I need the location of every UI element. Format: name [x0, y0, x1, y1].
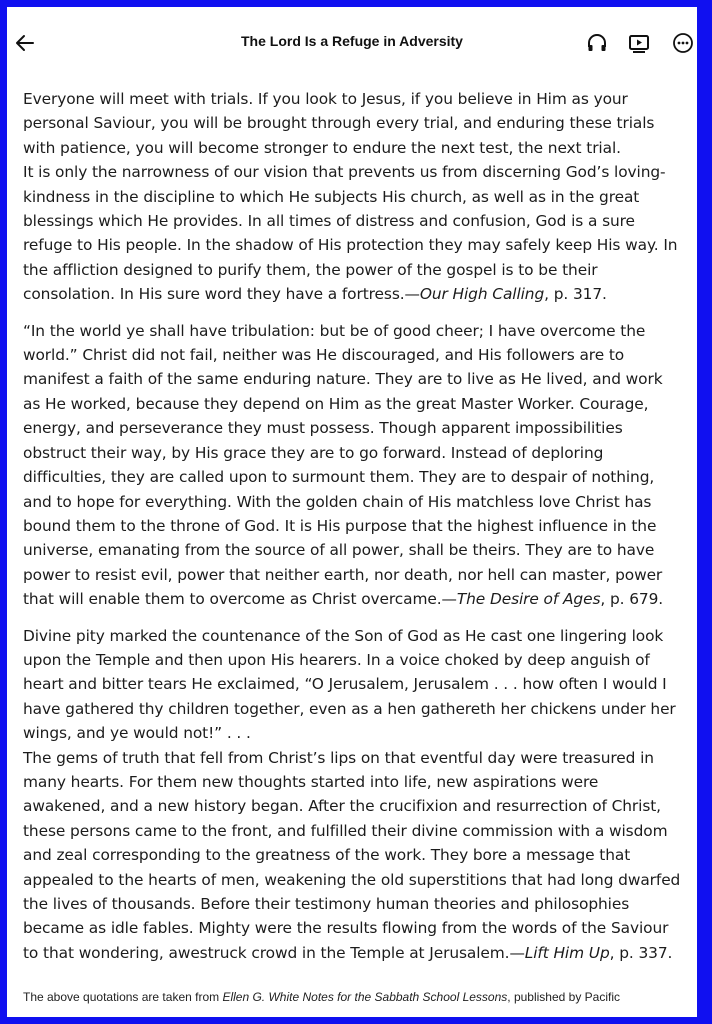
text-line: Everyone will meet with trials. If you look to Jesus, if you believe in Him as your personal Saviour, you will be brought through every trial, and enduring these trials with patience, you will become stronger to endure the next test, the next trial. [23, 90, 655, 157]
page-reference: , p. 317. [544, 285, 607, 304]
more-icon[interactable] [671, 31, 695, 55]
page-reference: , p. 679. [600, 590, 664, 609]
headphones-icon[interactable] [585, 31, 609, 55]
source-title: The Desire of Ages [456, 590, 601, 609]
app-window [7, 7, 697, 1017]
page-title: The Lord Is a Refuge in Adversity [241, 33, 463, 49]
top-bar [7, 7, 697, 73]
paragraph [23, 624, 681, 966]
text-line: It is only the narrowness of our vision that prevents us from discerning God’s loving-kindness in the discipline to which He subjects His church, as well as in the great blessings which He provides. In all times of distress and confusion, God is a sure refuge to His people. In the shadow of His protection they may safely keep His way. In the affliction designed to purify them, the power of the gospel is to be their consolation. In His sure word they have a fortress.— [23, 163, 678, 304]
paragraph [23, 87, 681, 307]
text-line: The gems of truth that fell from Christ’s lips on that eventful day were treasured in many hearts. For them new thoughts started into life, new aspirations were awakened, and a new history began. After the crucifixion and resurrection of Christ, these persons came to the front, and fulfilled their divine commission with a wisdom and zeal corresponding to the greatness of the work. They bore a message that appealed to the hearts of men, weakening the old superstitions that had long dwarfed the lives of thousands. Before their testimony human theories and philosophies became as idle fables. Mighty were the results flowing from the words of the Saviour to that wondering, awestruck crowd in the Temple at Jerusalem.— [23, 748, 681, 962]
footnote-source: Ellen G. White Notes for the Sabbath School Lessons [222, 990, 508, 1004]
footnote: The above quotations are taken from Ellen G. White Notes for the Sabbath School Lessons, published by Pacific [23, 990, 621, 1004]
video-play-icon[interactable] [627, 31, 651, 55]
text-line: Divine pity marked the countenance of the Son of God as He cast one lingering look upon the Temple and then upon His hearers. In a voice choked by deep anguish of heart and bitter tears He exclaimed, “O Jerusalem, Jerusalem . . . how often I would I have gathered thy children together, even as a hen gathereth her chickens under her wings, and ye would not!” . . . [23, 626, 676, 743]
lesson-content [23, 87, 681, 977]
text-line: “In the world ye shall have tribulation: but be of good cheer; I have overcome the world.” Christ did not fail, neither was He discouraged, and His followers are to manifest a faith of the same enduring nature. They are to live as He lived, and work as He worked, because they depend on Him as the great Master Worker. Courage, energy, and perseverance they must possess. Though apparent impossibilities obstruct their way, by His grace they are to go forward. Instead of deploring difficulties, they are called upon to surmount them. They are to despair of nothing, and to hope for everything. With the golden chain of His matchless love Christ has bound them to the throne of God. It is His purpose that the highest influence in the universe, emanating from the source of all power, shall be theirs. They are to have power to resist evil, power that neither earth, nor death, nor hell can master, power that will enable them to overcome as Christ overcame.— [23, 321, 663, 609]
source-title: Our High Calling [419, 285, 545, 304]
source-title: Lift Him Up [524, 943, 610, 962]
page-reference: , p. 337. [609, 943, 673, 962]
paragraph [23, 319, 681, 612]
